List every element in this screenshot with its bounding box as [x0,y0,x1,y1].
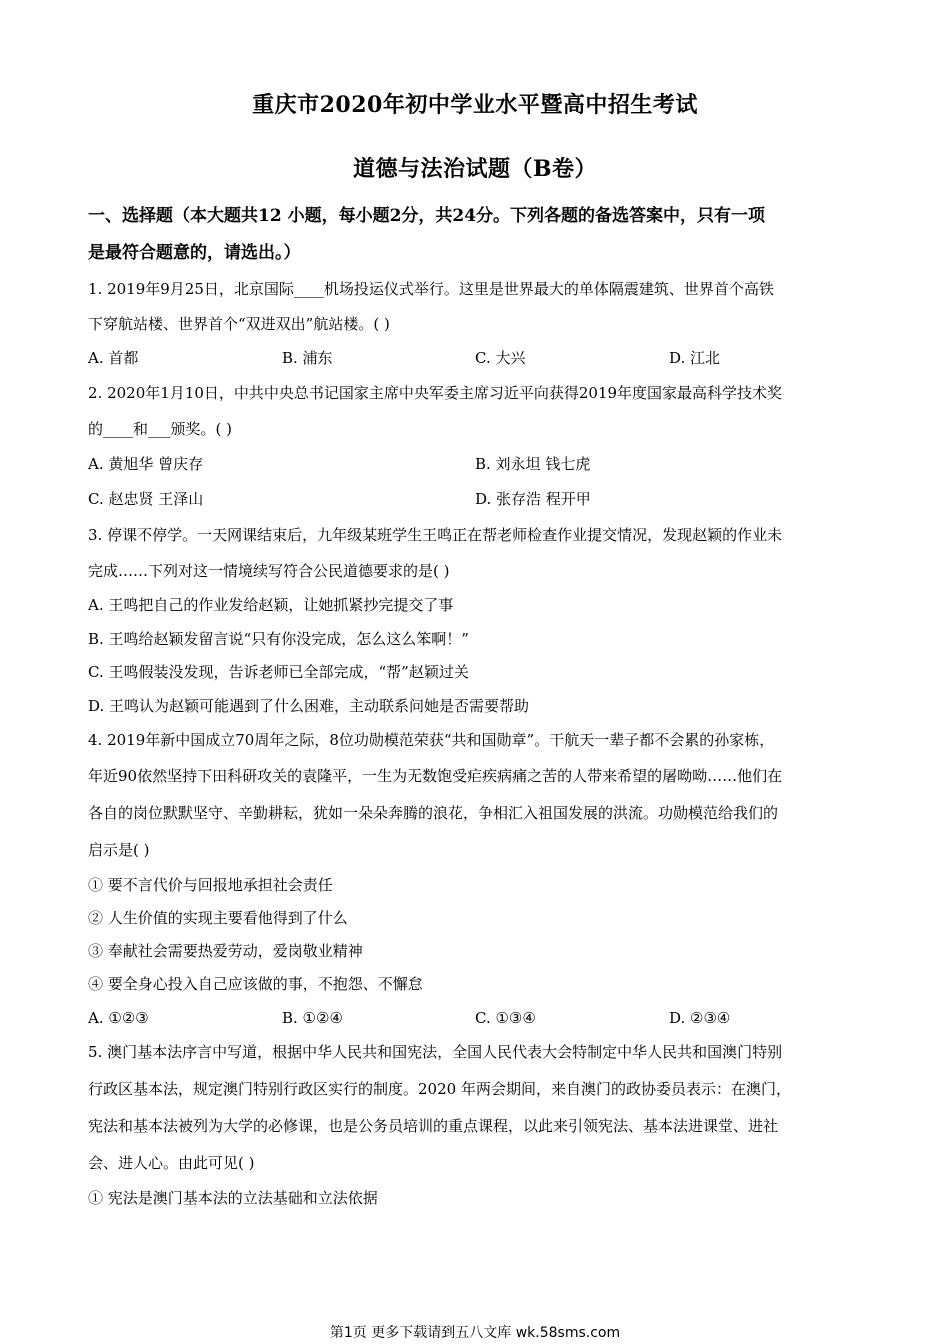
exam-subtitle: 道德与法治试题（B卷） [352,156,598,182]
q4-statement-1: ① 要不言代价与回报地承担社会责任 [88,876,333,894]
q4-statement-3: ③ 奉献社会需要热爱劳动，爱岗敬业精神 [88,942,363,960]
q5-stem-line4: 会、进人心。由此可见( ) [88,1154,255,1172]
q2-option-a: A. 黄旭华 曾庆存 [88,455,204,473]
q3-option-b: B. 王鸣给赵颖发留言说“只有你没完成，怎么这么笨啊！” [88,630,469,648]
q1-option-c: C. 大兴 [475,349,526,367]
section-instruction-line1: 一、选择题（本大题共12 小题，每小题2分，共24分。下列各题的备选答案中，只有一项 [88,206,766,226]
q4-statement-4: ④ 要全身心投入自己应该做的事，不抱怨、不懈怠 [88,975,423,993]
q1-stem-line2: 下穿航站楼、世界首个“双进双出”航站楼。( ) [88,315,390,333]
q1-option-a: A. 首都 [88,349,139,367]
q4-stem-line2: 年近90依然坚持下田科研攻关的袁隆平，一生为无数饱受疟疾病痛之苦的人带来希望的屠呦呦……他们在 [88,767,783,785]
q5-statement-1: ① 宪法是澳门基本法的立法基础和立法依据 [88,1189,378,1207]
q4-option-a: A. ①②③ [88,1009,149,1027]
q2-option-d: D. 张存浩 程开甲 [475,490,591,508]
q4-stem-line1: 4. 2019年新中国成立70周年之际，8位功勋模范荣获“共和国勋章”。干航天一辈子都不会累的孙家栋， [88,731,775,749]
q4-option-c: C. ①③④ [475,1009,536,1027]
q4-option-d: D. ②③④ [669,1009,731,1027]
q3-option-a: A. 王鸣把自己的作业发给赵颖，让她抓紧抄完提交了事 [88,596,454,614]
q2-option-c: C. 赵忠贤 王泽山 [88,490,204,508]
q2-option-b: B. 刘永坦 钱七虎 [475,455,591,473]
q4-option-b: B. ①②④ [282,1009,343,1027]
q3-stem-line1: 3. 停课不停学。一天网课结束后，九年级某班学生王鸣正在帮老师检查作业提交情况，发现赵颖的作业未 [88,526,783,544]
q3-option-c: C. 王鸣假装没发现，告诉老师已全部完成，“帮”赵颖过关 [88,663,469,681]
q4-stem-line4: 启示是( ) [88,841,150,859]
exam-title: 重庆市2020年初中学业水平暨高中招生考试 [252,92,698,118]
q1-stem-line1: 1. 2019年9月25日，北京国际____机场投运仪式举行。这里是世界最大的单体隔震建筑、世界首个高铁 [88,280,774,298]
q4-stem-line3: 各自的岗位默默坚守、辛勤耕耘，犹如一朵朵奔腾的浪花，争相汇入祖国发展的洪流。功勋模范给我们的 [88,804,779,822]
q5-stem-line2: 行政区基本法，规定澳门特别行政区实行的制度。2020 年两会期间，来自澳门的政协委员表示：在澳门， [88,1080,791,1098]
q2-stem-line1: 2. 2020年1月10日，中共中央总书记国家主席中央军委主席习近平向获得2019年度国家最高科学技术奖 [88,384,783,402]
q5-stem-line1: 5. 澳门基本法序言中写道，根据中华人民共和国宪法，全国人民代表大会特制定中华人民共和国澳门特别 [88,1043,783,1061]
page-footer: 第1页 更多下载请到五八文库 wk.58sms.com [329,1325,621,1341]
q3-option-d: D. 王鸣认为赵颖可能遇到了什么困难，主动联系问她是否需要帮助 [88,697,530,715]
q2-stem-line2: 的____和___颁奖。( ) [88,420,232,438]
section-instruction-line2: 是最符合题意的，请选出。） [88,243,301,263]
q5-stem-line3: 宪法和基本法被列为大学的必修课，也是公务员培训的重点课程，以此来引领宪法、基本法进课堂、进社 [88,1117,779,1135]
q1-option-d: D. 江北 [669,349,721,367]
q3-stem-line2: 完成……下列对这一情境续写符合公民道德要求的是( ) [88,562,450,580]
q1-option-b: B. 浦东 [282,349,333,367]
q4-statement-2: ② 人生价值的实现主要看他得到了什么 [88,909,348,927]
